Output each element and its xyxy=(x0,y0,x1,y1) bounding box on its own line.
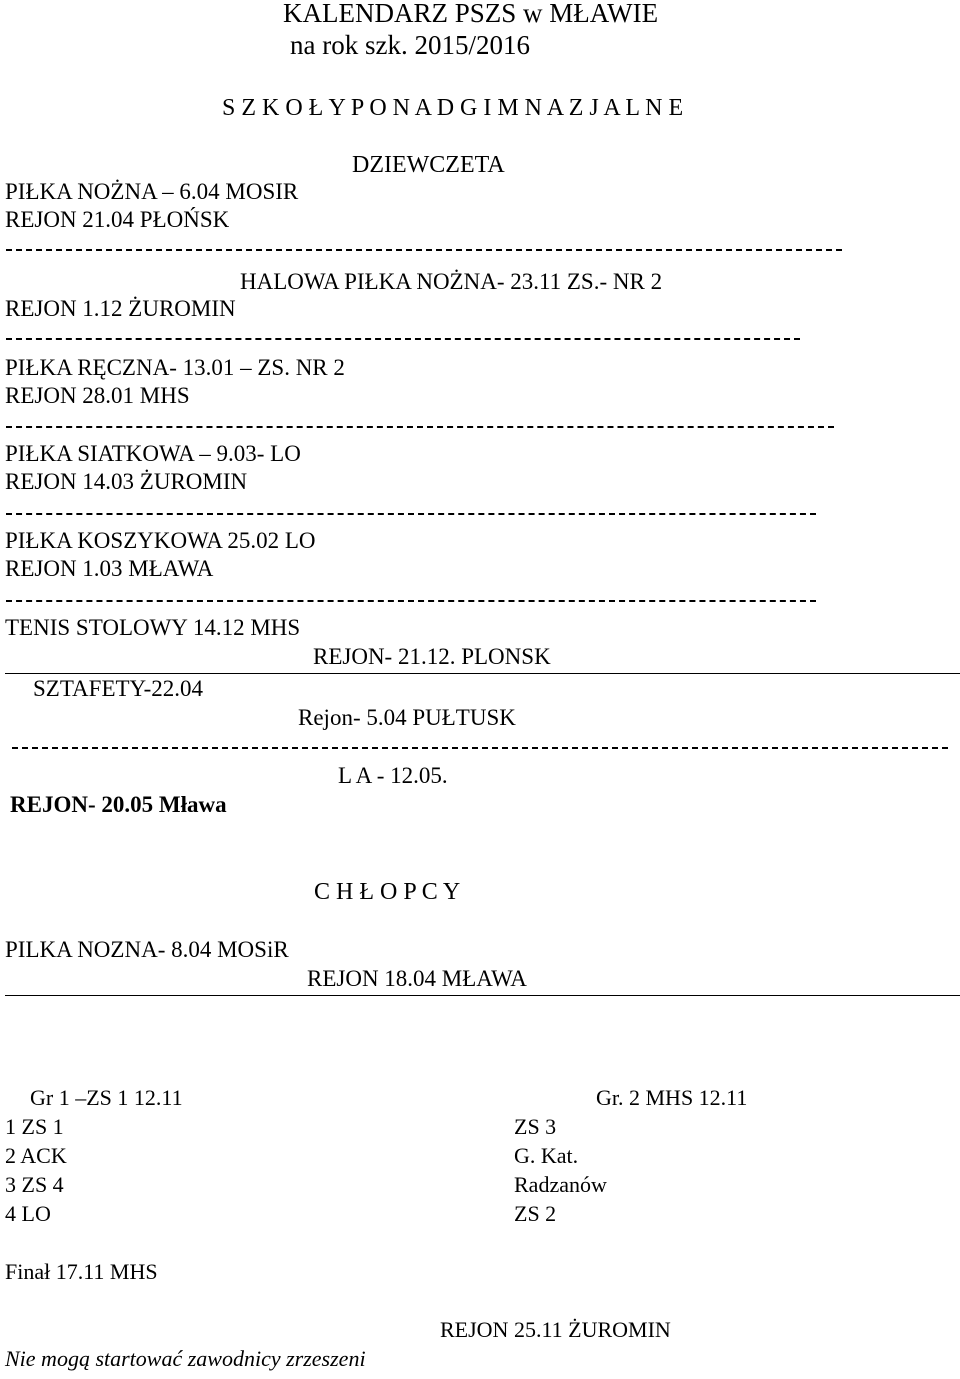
group1-row: 3 ZS 4 xyxy=(5,1172,64,1197)
group1-title: Gr 1 –ZS 1 12.11 xyxy=(30,1085,183,1110)
separator xyxy=(6,249,842,251)
schools-heading: S Z K O Ł Y P O N A D G I M N A Z J A L N E xyxy=(222,95,684,121)
group1-row: 2 ACK xyxy=(5,1143,67,1168)
girls-futsal-event: HALOWA PIŁKA NOŻNA- 23.11 ZS.- NR 2 xyxy=(240,269,663,294)
group2-title: Gr. 2 MHS 12.11 xyxy=(596,1085,748,1110)
girls-volleyball-region: REJON 14.03 ŻUROMIN xyxy=(5,469,248,494)
separator xyxy=(6,600,816,602)
document-title: KALENDARZ PSZS w MŁAWIE xyxy=(283,0,659,28)
separator-rule xyxy=(5,673,960,674)
girls-athletics-event: L A - 12.05. xyxy=(338,763,448,788)
girls-relays-region: Rejon- 5.04 PUŁTUSK xyxy=(298,705,516,730)
group2-row: ZS 3 xyxy=(514,1114,557,1139)
girls-basketball-event: PIŁKA KOSZYKOWA 25.02 LO xyxy=(5,528,316,553)
separator xyxy=(12,747,948,749)
girls-basketball-region: REJON 1.03 MŁAWA xyxy=(5,556,214,581)
girls-football-event: PIŁKA NOŻNA – 6.04 MOSIR xyxy=(5,179,299,204)
group2-row: Radzanów xyxy=(514,1172,607,1197)
girls-athletics-region: REJON- 20.05 Mława xyxy=(10,792,227,817)
girls-volleyball-event: PIŁKA SIATKOWA – 9.03- LO xyxy=(5,441,301,466)
girls-heading: DZIEWCZETA xyxy=(352,152,505,178)
school-year: na rok szk. 2015/2016 xyxy=(290,30,530,60)
girls-handball-event: PIŁKA RĘCZNA- 13.01 – ZS. NR 2 xyxy=(5,355,345,380)
girls-table-tennis-event: TENIS STOLOWY 14.12 MHS xyxy=(5,615,301,640)
group1-row: 4 LO xyxy=(5,1201,51,1226)
separator-rule xyxy=(5,995,960,996)
group2-row: ZS 2 xyxy=(514,1201,557,1226)
separator xyxy=(6,338,800,340)
group1-row: 1 ZS 1 xyxy=(5,1114,64,1139)
girls-relays-event: SZTAFETY-22.04 xyxy=(33,676,204,701)
girls-handball-region: REJON 28.01 MHS xyxy=(5,383,190,408)
boys-football-region: REJON 18.04 MŁAWA xyxy=(307,966,527,991)
eligibility-note: Nie mogą startować zawodnicy zrzeszeni xyxy=(5,1346,366,1371)
boys-heading: C H Ł O P C Y xyxy=(314,879,461,905)
boys-region: REJON 25.11 ŻUROMIN xyxy=(440,1317,671,1342)
girls-futsal-region: REJON 1.12 ŻUROMIN xyxy=(5,296,236,321)
boys-football-event: PILKA NOZNA- 8.04 MOSiR xyxy=(5,937,289,962)
girls-table-tennis-region: REJON- 21.12. PLONSK xyxy=(313,644,551,669)
group2-row: G. Kat. xyxy=(514,1143,579,1168)
boys-final: Finał 17.11 MHS xyxy=(5,1259,158,1284)
girls-football-region: REJON 21.04 PŁOŃSK xyxy=(5,207,230,232)
separator xyxy=(6,426,834,428)
separator xyxy=(6,513,816,515)
